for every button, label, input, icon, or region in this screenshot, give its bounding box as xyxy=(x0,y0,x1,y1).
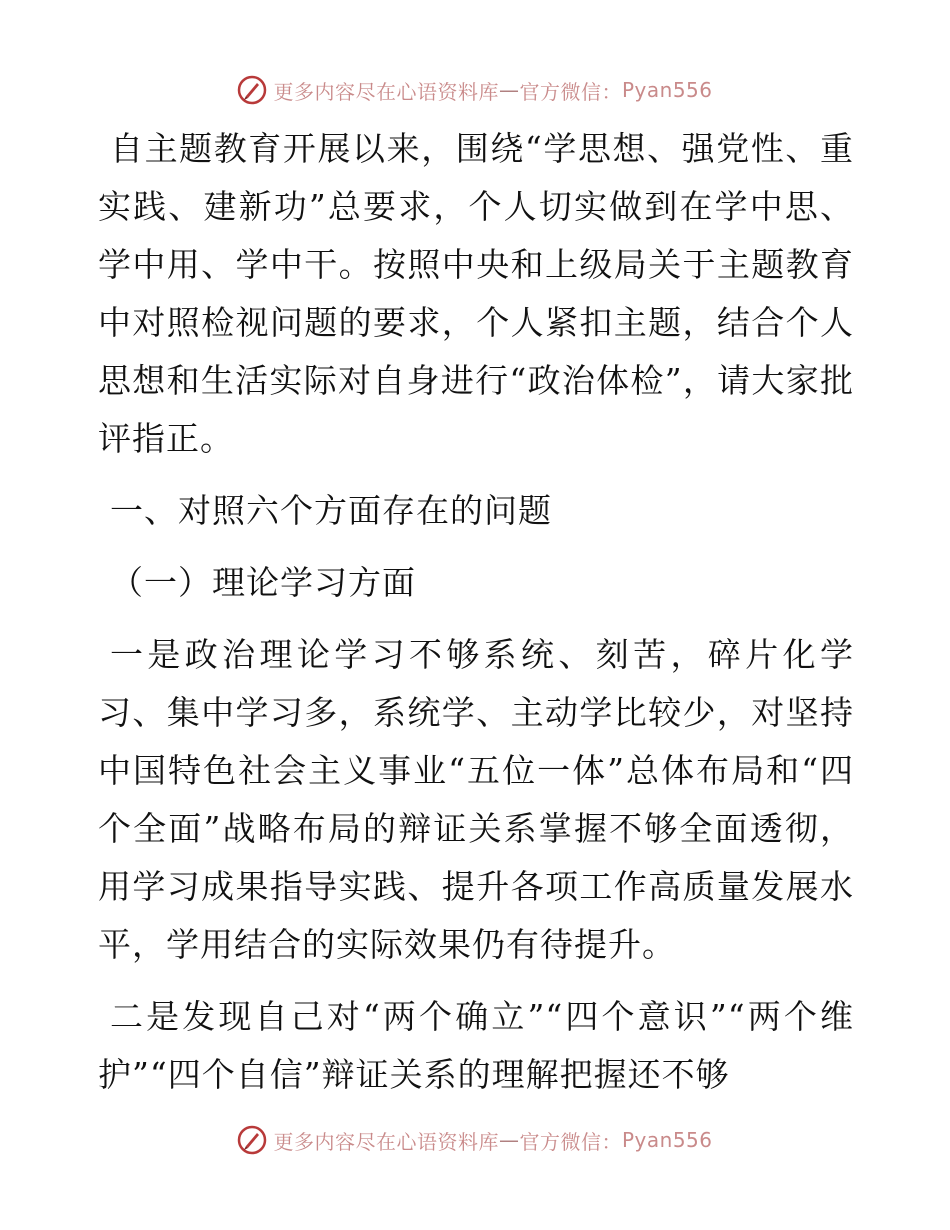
body-paragraph: 二是发现自己对“两个确立”“四个意识”“两个维护”“四个自信”辩证关系的理解把握还不够 xyxy=(98,997,854,1094)
watermark-wechat-id: Pyan556 xyxy=(621,1128,713,1152)
quill-logo-icon xyxy=(237,75,267,105)
watermark-wechat-id: Pyan556 xyxy=(621,78,713,102)
section-heading: 一、对照六个方面存在的问题 xyxy=(110,491,552,530)
document-body xyxy=(98,120,854,1118)
footer-watermark xyxy=(0,1120,950,1160)
watermark-suffix-text: 官方微信： xyxy=(519,1129,622,1154)
intro-paragraph: 自主题教育开展以来，围绕“学思想、强党性、重实践、建新功”总要求，个人切实做到在学中思、学中用、学中干。按照中央和上级局关于主题教育中对照检视问题的要求，个人紧扣主题，结合个人思想和生活实际对自身进行“政治体检”，请大家批评指正。 xyxy=(98,129,854,458)
watermark-main-text: 更多内容尽在心语资料库 xyxy=(273,1129,499,1154)
watermark-separator: — xyxy=(498,78,520,102)
body-paragraph: 一是政治理论学习不够系统、刻苦，碎片化学习、集中学习多，系统学、主动学比较少，对坚持中国特色社会主义事业“五位一体”总体布局和“四个全面”战略布局的辩证关系掌握不够全面透彻，用学习成果指导实践、提升各项工作高质量发展水平，学用结合的实际效果仍有待提升。 xyxy=(98,635,854,964)
watermark-main-text: 更多内容尽在心语资料库 xyxy=(273,79,499,104)
quill-logo-icon xyxy=(237,1125,267,1155)
subsection-heading: （一）理论学习方面 xyxy=(110,563,416,602)
watermark-suffix-text: 官方微信： xyxy=(519,79,622,104)
watermark-separator: — xyxy=(498,1128,520,1152)
header-watermark xyxy=(0,70,950,110)
